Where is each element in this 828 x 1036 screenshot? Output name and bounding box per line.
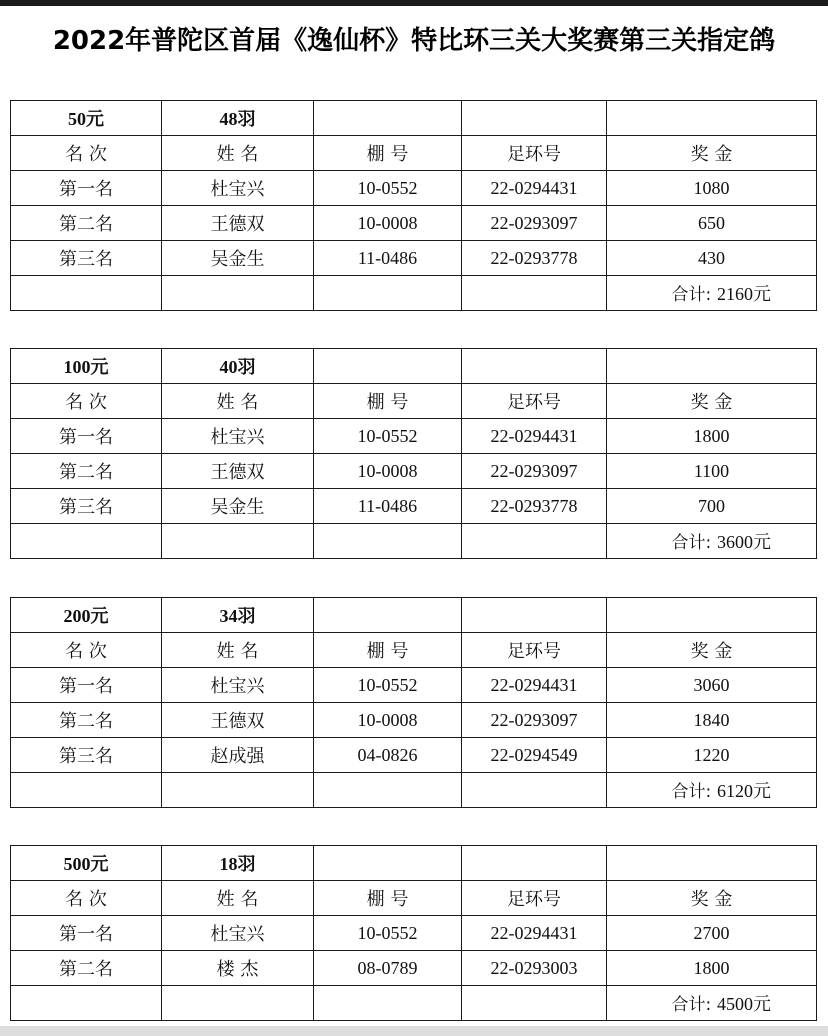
empty-cell <box>462 276 607 311</box>
total-row <box>11 524 817 559</box>
prize-cell: 430 <box>607 241 817 276</box>
bird-count: 40羽 <box>162 349 314 384</box>
loft-cell: 08-0789 <box>314 951 462 986</box>
header-loft: 棚 号 <box>314 136 462 171</box>
header-ring: 足环号 <box>462 881 607 916</box>
empty-cell <box>11 773 162 808</box>
header-row <box>11 881 817 916</box>
empty-cell <box>607 846 817 881</box>
bird-count: 34羽 <box>162 598 314 633</box>
total-cell <box>607 524 817 559</box>
page-title: 2022年普陀区首届《逸仙杯》特比环三关大奖赛第三关指定鸽 <box>52 26 776 56</box>
empty-cell <box>607 349 817 384</box>
total-amount: 4500元 <box>717 994 771 1014</box>
prize-cell: 1220 <box>607 738 817 773</box>
empty-cell <box>462 598 607 633</box>
total-cell <box>607 986 817 1021</box>
empty-cell <box>314 598 462 633</box>
empty-cell <box>314 986 462 1021</box>
table-row <box>11 951 817 986</box>
empty-cell <box>462 101 607 136</box>
prize-table-100 <box>10 348 817 559</box>
total-row <box>11 773 817 808</box>
header-row <box>11 633 817 668</box>
prize-cell: 1800 <box>607 419 817 454</box>
header-name: 姓 名 <box>162 136 314 171</box>
ring-cell: 22-0294431 <box>462 419 607 454</box>
loft-cell: 10-0008 <box>314 454 462 489</box>
header-rank: 名 次 <box>11 881 162 916</box>
empty-cell <box>462 846 607 881</box>
empty-cell <box>314 524 462 559</box>
table-row <box>11 738 817 773</box>
total-cell <box>607 773 817 808</box>
rank-cell: 第三名 <box>11 738 162 773</box>
empty-cell <box>11 986 162 1021</box>
ring-cell: 22-0294431 <box>462 171 607 206</box>
prize-table-200 <box>10 597 817 808</box>
empty-cell <box>314 773 462 808</box>
table-row <box>11 241 817 276</box>
header-prize: 奖 金 <box>607 881 817 916</box>
empty-cell <box>607 598 817 633</box>
ring-cell: 22-0294549 <box>462 738 607 773</box>
empty-cell <box>11 276 162 311</box>
name-cell: 杜宝兴 <box>162 419 314 454</box>
prize-cell: 1840 <box>607 703 817 738</box>
loft-cell: 04-0826 <box>314 738 462 773</box>
header-loft: 棚 号 <box>314 384 462 419</box>
total-label: 合计: <box>671 782 712 802</box>
ring-cell: 22-0293097 <box>462 454 607 489</box>
empty-cell <box>162 276 314 311</box>
rank-cell: 第二名 <box>11 454 162 489</box>
name-cell: 吴金生 <box>162 241 314 276</box>
table-row <box>11 206 817 241</box>
prize-cell: 1080 <box>607 171 817 206</box>
total-label: 合计: <box>671 533 712 553</box>
header-name: 姓 名 <box>162 633 314 668</box>
rank-cell: 第二名 <box>11 703 162 738</box>
rank-cell: 第二名 <box>11 951 162 986</box>
header-rank: 名 次 <box>11 633 162 668</box>
loft-cell: 10-0552 <box>314 668 462 703</box>
loft-cell: 11-0486 <box>314 241 462 276</box>
stake-row <box>11 598 817 633</box>
table-row <box>11 454 817 489</box>
name-cell: 王德双 <box>162 206 314 241</box>
header-loft: 棚 号 <box>314 881 462 916</box>
header-prize: 奖 金 <box>607 633 817 668</box>
stake-row <box>11 101 817 136</box>
name-cell: 王德双 <box>162 703 314 738</box>
header-prize: 奖 金 <box>607 136 817 171</box>
prize-cell: 3060 <box>607 668 817 703</box>
header-ring: 足环号 <box>462 633 607 668</box>
loft-cell: 10-0008 <box>314 703 462 738</box>
ring-cell: 22-0293003 <box>462 951 607 986</box>
prize-table-500 <box>10 845 817 1021</box>
empty-cell <box>11 524 162 559</box>
empty-cell <box>314 101 462 136</box>
total-amount: 3600元 <box>717 532 771 552</box>
rank-cell: 第一名 <box>11 916 162 951</box>
rank-cell: 第二名 <box>11 206 162 241</box>
total-amount: 6120元 <box>717 781 771 801</box>
prize-cell: 700 <box>607 489 817 524</box>
header-rank: 名 次 <box>11 384 162 419</box>
name-cell: 楼 杰 <box>162 951 314 986</box>
ring-cell: 22-0293097 <box>462 206 607 241</box>
prize-table-50 <box>10 100 817 311</box>
prize-cell: 1100 <box>607 454 817 489</box>
loft-cell: 10-0552 <box>314 171 462 206</box>
loft-cell: 10-0552 <box>314 916 462 951</box>
empty-cell <box>462 773 607 808</box>
header-row <box>11 136 817 171</box>
header-rank: 名 次 <box>11 136 162 171</box>
name-cell: 杜宝兴 <box>162 916 314 951</box>
prize-cell: 650 <box>607 206 817 241</box>
name-cell: 赵成强 <box>162 738 314 773</box>
rank-cell: 第三名 <box>11 489 162 524</box>
empty-cell <box>462 986 607 1021</box>
stake-amount: 50元 <box>11 101 162 136</box>
rank-cell: 第一名 <box>11 419 162 454</box>
empty-cell <box>162 773 314 808</box>
stake-amount: 100元 <box>11 349 162 384</box>
name-cell: 杜宝兴 <box>162 668 314 703</box>
name-cell: 杜宝兴 <box>162 171 314 206</box>
stake-row <box>11 846 817 881</box>
top-edge-bar <box>0 0 828 6</box>
empty-cell <box>462 524 607 559</box>
table-row <box>11 489 817 524</box>
header-ring: 足环号 <box>462 136 607 171</box>
bird-count: 48羽 <box>162 101 314 136</box>
total-amount: 2160元 <box>717 284 771 304</box>
empty-cell <box>462 349 607 384</box>
prize-cell: 1800 <box>607 951 817 986</box>
empty-cell <box>314 349 462 384</box>
prize-cell: 2700 <box>607 916 817 951</box>
ring-cell: 22-0293778 <box>462 241 607 276</box>
bird-count: 18羽 <box>162 846 314 881</box>
stake-row <box>11 349 817 384</box>
loft-cell: 10-0552 <box>314 419 462 454</box>
ring-cell: 22-0294431 <box>462 668 607 703</box>
header-loft: 棚 号 <box>314 633 462 668</box>
total-label: 合计: <box>671 285 712 305</box>
table-row <box>11 171 817 206</box>
stake-amount: 200元 <box>11 598 162 633</box>
header-row <box>11 384 817 419</box>
table-row <box>11 419 817 454</box>
header-name: 姓 名 <box>162 881 314 916</box>
total-cell <box>607 276 817 311</box>
name-cell: 王德双 <box>162 454 314 489</box>
loft-cell: 10-0008 <box>314 206 462 241</box>
empty-cell <box>162 986 314 1021</box>
header-prize: 奖 金 <box>607 384 817 419</box>
loft-cell: 11-0486 <box>314 489 462 524</box>
empty-cell <box>314 846 462 881</box>
header-ring: 足环号 <box>462 384 607 419</box>
rank-cell: 第三名 <box>11 241 162 276</box>
rank-cell: 第一名 <box>11 668 162 703</box>
empty-cell <box>607 101 817 136</box>
rank-cell: 第一名 <box>11 171 162 206</box>
empty-cell <box>162 524 314 559</box>
table-row <box>11 916 817 951</box>
name-cell: 吴金生 <box>162 489 314 524</box>
ring-cell: 22-0294431 <box>462 916 607 951</box>
table-row <box>11 703 817 738</box>
total-row <box>11 986 817 1021</box>
total-row <box>11 276 817 311</box>
ring-cell: 22-0293097 <box>462 703 607 738</box>
stake-amount: 500元 <box>11 846 162 881</box>
empty-cell <box>314 276 462 311</box>
table-row <box>11 668 817 703</box>
bottom-edge-bar <box>0 1026 828 1036</box>
total-label: 合计: <box>671 995 712 1015</box>
header-name: 姓 名 <box>162 384 314 419</box>
ring-cell: 22-0293778 <box>462 489 607 524</box>
